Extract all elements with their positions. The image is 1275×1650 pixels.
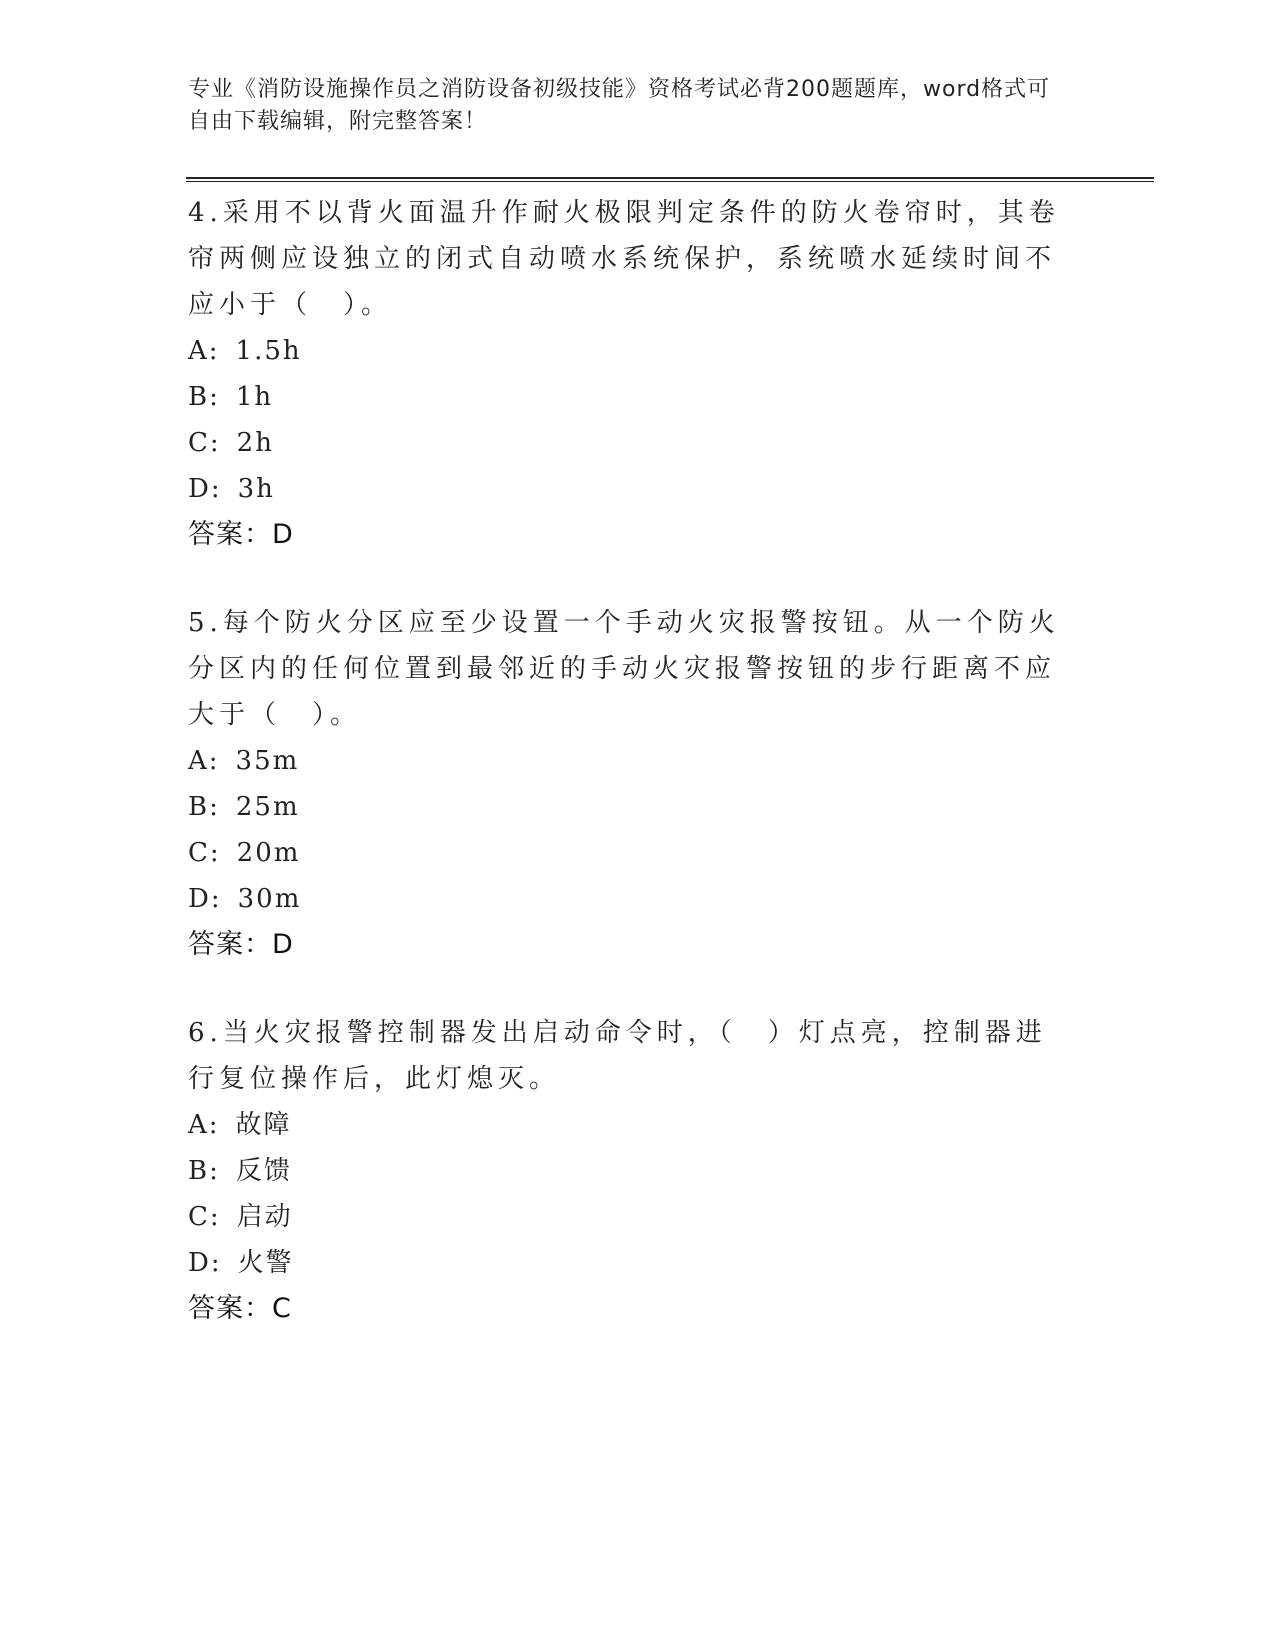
option-d	[188, 466, 1068, 512]
question-5	[188, 600, 1068, 968]
option-a	[188, 1102, 1068, 1148]
option-key: D:	[188, 884, 222, 914]
option-c	[188, 1194, 1068, 1240]
option-key: D:	[188, 474, 222, 504]
question-list	[188, 190, 1068, 1374]
option-key: D:	[188, 1248, 222, 1278]
option-a	[188, 738, 1068, 784]
option-value: 1.5h	[235, 336, 302, 366]
question-text: 6.当火灾报警控制器发出启动命令时，（ ）灯点亮，控制器进行复位操作后，此灯熄灭。	[188, 1018, 1047, 1094]
option-key: B:	[188, 382, 220, 412]
question-6	[188, 1010, 1068, 1332]
option-value: 火警	[237, 1248, 294, 1278]
option-key: B:	[188, 1156, 220, 1186]
option-key: A:	[188, 336, 220, 366]
answer-line: 答案：D	[188, 929, 294, 960]
option-value: 启动	[236, 1202, 293, 1232]
option-c	[188, 830, 1068, 876]
option-key: C:	[188, 428, 221, 458]
option-key: B:	[188, 792, 220, 822]
answer-line: 答案：C	[188, 1293, 292, 1324]
option-value: 35m	[235, 746, 300, 776]
option-key: A:	[188, 1110, 220, 1140]
option-c	[188, 420, 1068, 466]
option-key: A:	[188, 746, 220, 776]
option-b	[188, 1148, 1068, 1194]
option-value: 1h	[235, 382, 274, 412]
option-value: 20m	[236, 838, 301, 868]
option-d	[188, 1240, 1068, 1286]
answer-line: 答案：D	[188, 519, 294, 550]
option-value: 30m	[237, 884, 302, 914]
question-text: 5.每个防火分区应至少设置一个手动火灾报警按钮。从一个防火分区内的任何位置到最邻近的手动火灾报警按钮的步行距离不应大于（ ）。	[188, 608, 1060, 730]
option-value: 25m	[235, 792, 300, 822]
option-value: 2h	[236, 428, 274, 458]
option-b	[188, 784, 1068, 830]
option-a	[188, 328, 1068, 374]
document-header: 专业《消防设施操作员之消防设备初级技能》资格考试必背200题题库，word格式可自由下载编辑，附完整答案！	[188, 77, 1051, 134]
option-value: 3h	[237, 474, 275, 504]
option-b	[188, 374, 1068, 420]
question-4	[188, 190, 1068, 558]
option-d	[188, 876, 1068, 922]
option-value: 故障	[235, 1110, 292, 1140]
header-divider	[186, 177, 1154, 182]
option-key: C:	[188, 838, 221, 868]
option-key: C:	[188, 1202, 221, 1232]
question-text: 4.采用不以背火面温升作耐火极限判定条件的防火卷帘时，其卷帘两侧应设独立的闭式自动喷水系统保护，系统喷水延续时间不应小于（ ）。	[188, 198, 1060, 320]
option-value: 反馈	[235, 1156, 292, 1186]
